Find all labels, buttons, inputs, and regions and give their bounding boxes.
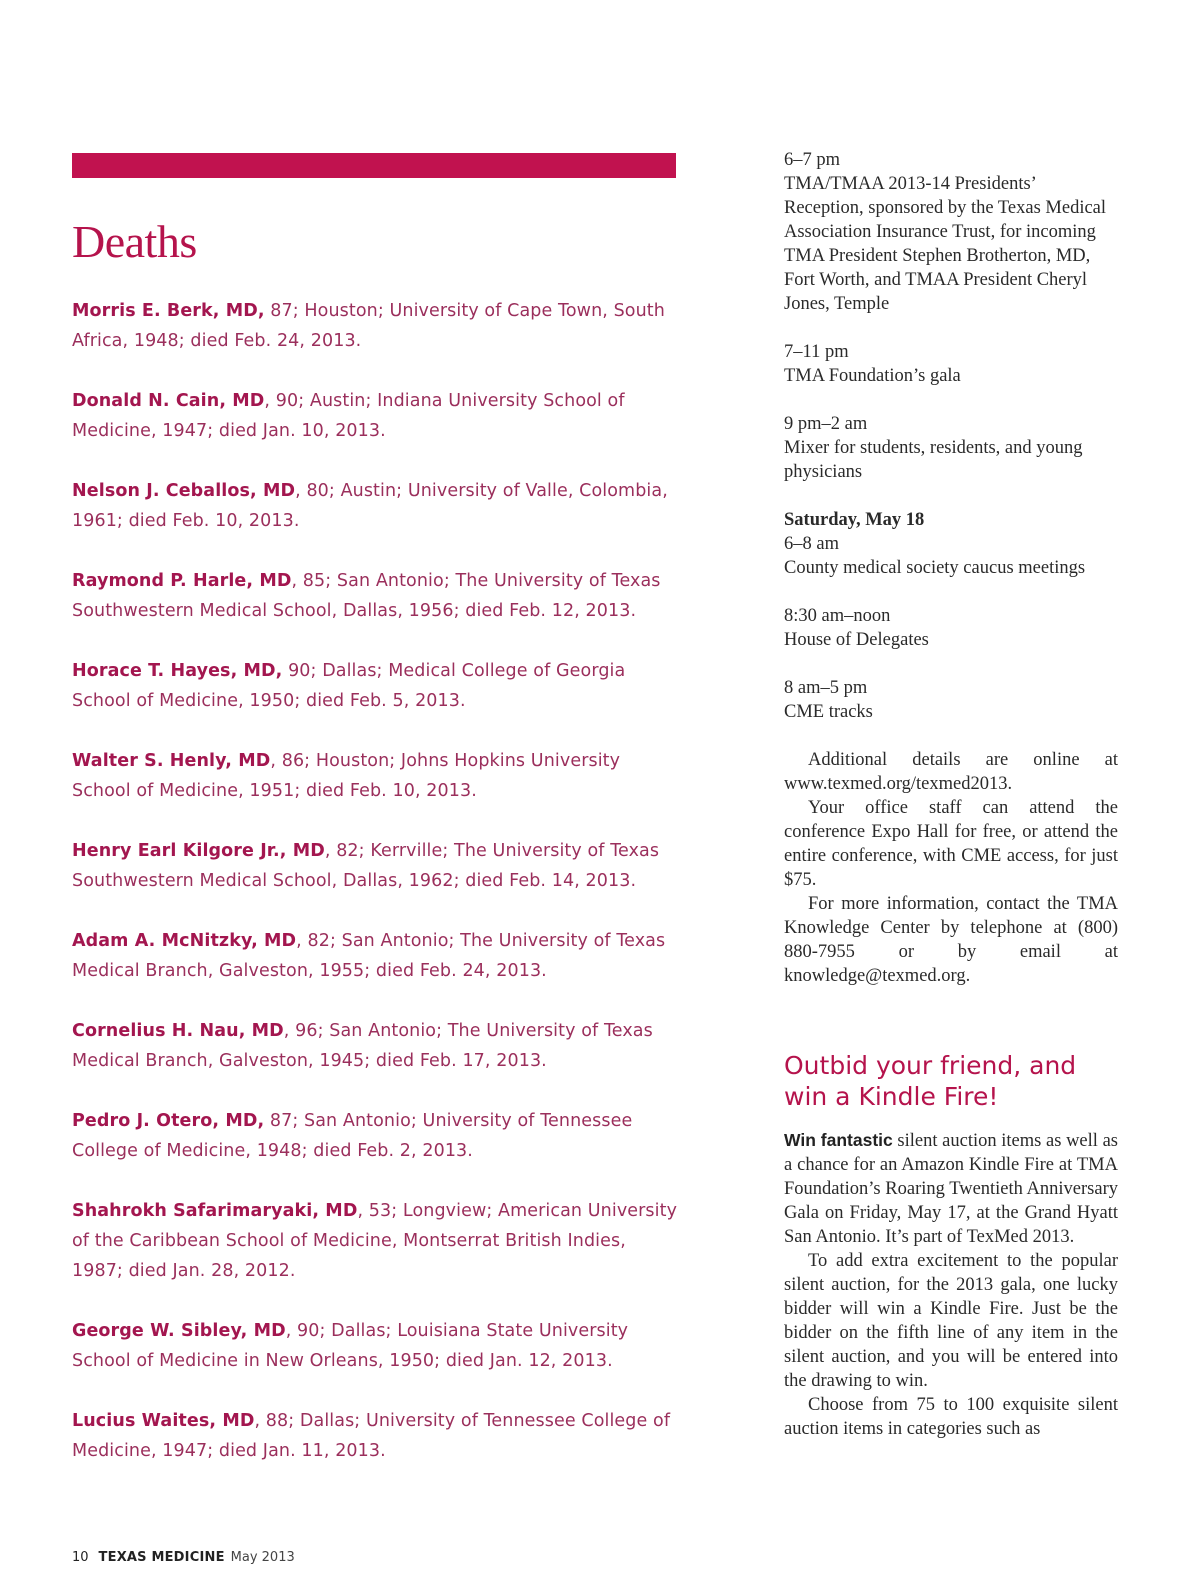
- schedule-event: [784, 604, 1118, 652]
- info-paragraph: Additional details are online at www.texmed.org/texmed2013.: [784, 750, 1118, 794]
- kindle-heading: Outbid your friend, and win a Kindle Fire!: [784, 1051, 1077, 1111]
- obituary-details: , 90; Dallas; Louisiana State University School of Medicine in New Orleans, 1950; died Jan. 12, 2013.: [72, 1321, 629, 1371]
- obituary-entry: [72, 746, 682, 806]
- event-description: Mixer for students, residents, and young physicians: [784, 438, 1083, 482]
- obituary-details: , 96; San Antonio; The University of Texas Medical Branch, Galveston, 1945; died Feb. 17, 2013.: [72, 1021, 653, 1071]
- obituary-entry: [72, 296, 682, 356]
- obituary-entry: [72, 566, 682, 626]
- obituary-details: , 90; Austin; Indiana University School of Medicine, 1947; died Jan. 10, 2013.: [72, 391, 625, 441]
- obituary-name: Cornelius H. Nau, MD: [72, 1021, 284, 1041]
- kindle-paragraph: Choose from 75 to 100 exquisite silent auction items in categories such as: [784, 1395, 1118, 1439]
- event-description: TMA Foundation’s gala: [784, 366, 961, 386]
- obituary-name: Shahrokh Safarimaryaki, MD: [72, 1201, 358, 1221]
- section-color-bar: [72, 153, 676, 178]
- obituary-name: Donald N. Cain, MD: [72, 391, 265, 411]
- obituary-name: Morris E. Berk, MD,: [72, 301, 265, 321]
- event-time: 9 pm–2 am: [784, 414, 868, 434]
- obituary-list: [72, 296, 682, 1496]
- event-time: 7–11 pm: [784, 342, 849, 362]
- obituary-name: Pedro J. Otero, MD,: [72, 1111, 265, 1131]
- obituary-name: Lucius Waites, MD: [72, 1411, 255, 1431]
- info-paragraph: Your office staff can attend the conference Expo Hall for free, or attend the entire conference, with CME access, for just $75.: [784, 798, 1118, 890]
- obituary-name: Nelson J. Ceballos, MD: [72, 481, 296, 501]
- obituary-name: Walter S. Henly, MD: [72, 751, 271, 771]
- obituary-entry: [72, 926, 682, 986]
- schedule-column: [784, 148, 1118, 1441]
- obituary-name: Raymond P. Harle, MD: [72, 571, 292, 591]
- schedule-event: [784, 340, 1118, 388]
- obituary-details: , 82; San Antonio; The University of Texas Medical Branch, Galveston, 1955; died Feb. 24, 2013.: [72, 931, 666, 981]
- obituary-name: George W. Sibley, MD: [72, 1321, 286, 1341]
- obituary-details: 90; Dallas; Medical College of Georgia School of Medicine, 1950; died Feb. 5, 2013.: [72, 661, 626, 711]
- schedule-event: [784, 148, 1118, 316]
- obituary-entry: [72, 1106, 682, 1166]
- kindle-lead-in: Win fantastic: [784, 1130, 893, 1150]
- page-title: Deaths: [72, 216, 197, 267]
- obituary-entry: [72, 386, 682, 446]
- day-heading: Saturday, May 18: [784, 510, 925, 530]
- obituary-entry: [72, 1196, 682, 1286]
- obituary-entry: [72, 476, 682, 536]
- info-paragraph: For more information, contact the TMA Knowledge Center by telephone at (800) 880-7955 or by email at knowledge@texmed.org.: [784, 894, 1118, 986]
- event-description: County medical society caucus meetings: [784, 558, 1086, 578]
- kindle-paragraph-text: silent auction items as well as a chance for an Amazon Kindle Fire at TMA Foundation’s Roaring Twentieth Anniversary Gala on Friday, May 17, at the Grand Hyatt San Antonio. It’s part of TexMed 2013.: [784, 1131, 1118, 1247]
- obituary-details: , 80; Austin; University of Valle, Colombia, 1961; died Feb. 10, 2013.: [72, 481, 668, 531]
- schedule-event: [784, 532, 1118, 580]
- obituary-name: Horace T. Hayes, MD,: [72, 661, 283, 681]
- obituary-details: , 53; Longview; American University of the Caribbean School of Medicine, Montserrat British Indies, 1987; died Jan. 28, 2012.: [72, 1201, 678, 1281]
- kindle-paragraph: To add extra excitement to the popular silent auction, for the 2013 gala, one lucky bidder will win a Kindle Fire. Just be the bidder on the fifth line of any item in the silent auction, and you will be entered into the drawing to win.: [784, 1251, 1118, 1391]
- obituary-entry: [72, 1316, 682, 1376]
- schedule-event: [784, 412, 1118, 484]
- page-footer: [72, 1550, 295, 1566]
- page-number: 10: [72, 1550, 89, 1565]
- obituary-name: Henry Earl Kilgore Jr., MD: [72, 841, 325, 861]
- event-time: 8 am–5 pm: [784, 678, 868, 698]
- obituary-details: , 82; Kerrville; The University of Texas Southwestern Medical School, Dallas, 1962; died Feb. 14, 2013.: [72, 841, 660, 891]
- obituary-details: , 86; Houston; Johns Hopkins University School of Medicine, 1951; died Feb. 10, 2013.: [72, 751, 621, 801]
- obituary-entry: [72, 836, 682, 896]
- obituary-name: Adam A. McNitzky, MD: [72, 931, 297, 951]
- obituary-details: 87; Houston; University of Cape Town, South Africa, 1948; died Feb. 24, 2013.: [72, 301, 665, 351]
- event-description: CME tracks: [784, 702, 873, 722]
- issue-date: May 2013: [230, 1550, 295, 1565]
- obituary-details: , 85; San Antonio; The University of Texas Southwestern Medical School, Dallas, 1956; died Feb. 12, 2013.: [72, 571, 661, 621]
- event-time: 8:30 am–noon: [784, 606, 891, 626]
- obituary-entry: [72, 1406, 682, 1466]
- event-description: House of Delegates: [784, 630, 929, 650]
- event-description: TMA/TMAA 2013-14 Presidents’ Reception, sponsored by the Texas Medical Association Insurance Trust, for incoming TMA President Stephen Brotherton, MD, Fort Worth, and TMAA President Cheryl Jones, Temple: [784, 174, 1107, 314]
- obituary-details: , 88; Dallas; University of Tennessee College of Medicine, 1947; died Jan. 11, 2013.: [72, 1411, 671, 1461]
- magazine-name: TEXAS MEDICINE: [98, 1550, 225, 1565]
- obituary-entry: [72, 656, 682, 716]
- event-time: 6–7 pm: [784, 150, 841, 170]
- kindle-paragraph: [784, 1128, 1118, 1249]
- schedule-event: [784, 676, 1118, 724]
- event-time: 6–8 am: [784, 534, 839, 554]
- obituary-details: 87; San Antonio; University of Tennessee College of Medicine, 1948; died Feb. 2, 2013.: [72, 1111, 633, 1161]
- obituary-entry: [72, 1016, 682, 1076]
